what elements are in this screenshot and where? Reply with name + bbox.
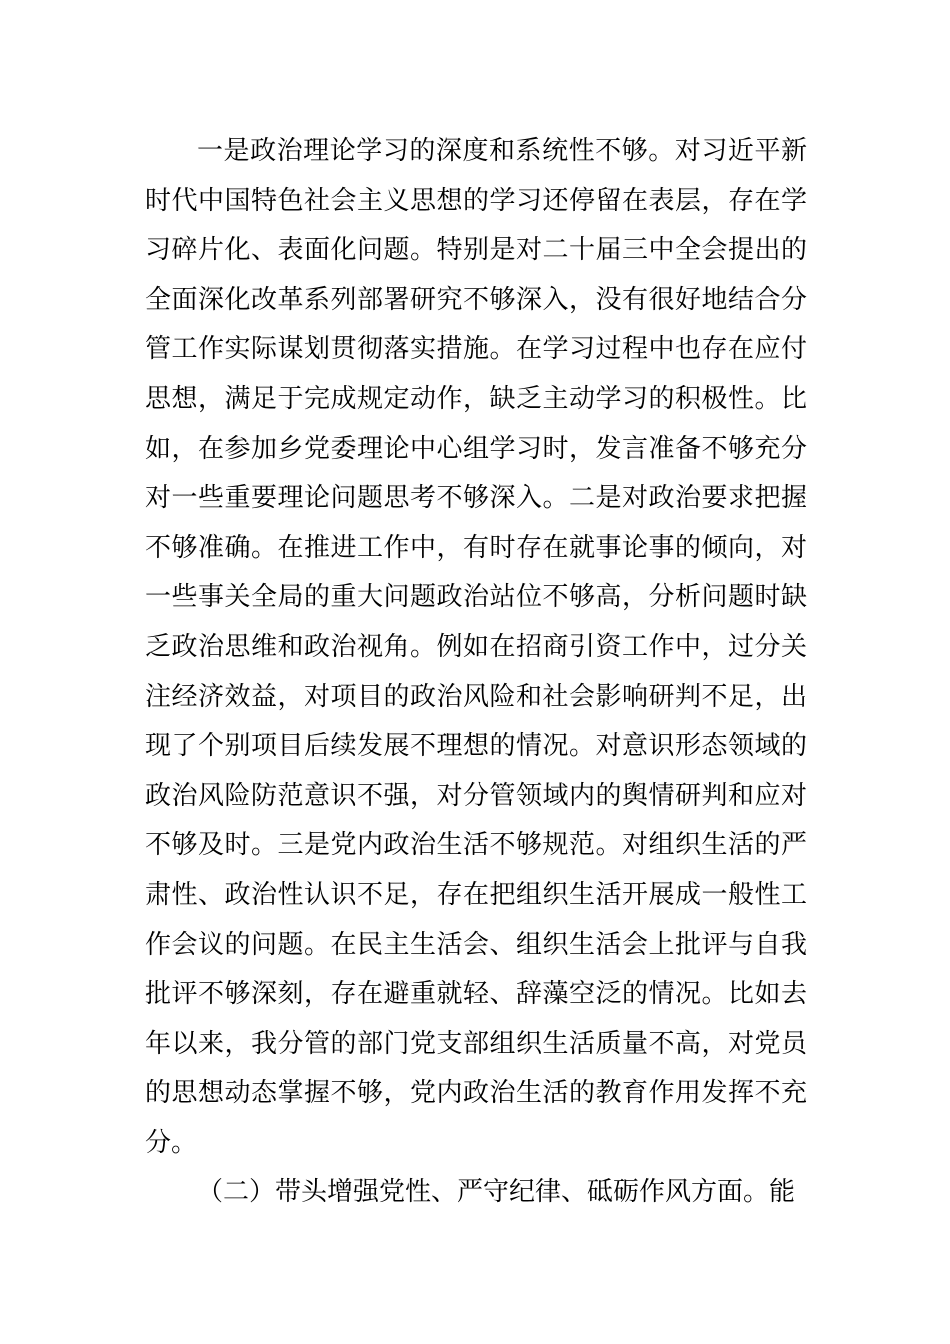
paragraph-political-study: 一是政治理论学习的深度和系统性不够。对习近平新时代中国特色社会主义思想的学习还停留在表层，存在学习碎片化、表面化问题。特别是对二十届三中全会提出的全面深化改革系列部署研究不够深入，没有很好地结合分管工作实际谋划贯彻落实措施。在学习过程中也存在应付思想，满足于完成规定动作，缺乏主动学习的积极性。比如，在参加乡党委理论中心组学习时，发言准备不够充分对一些重要理论问题思考不够深入。二是对政治要求把握不够准确。在推进工作中，有时存在就事论事的倾向，对一些事关全局的重大问题政治站位不够高，分析问题时缺乏政治思维和政治视角。例如在招商引资工作中，过分关注经济效益，对项目的政治风险和社会影响研判不足，出现了个别项目后续发展不理想的情况。对意识形态领域的政治风险防范意识不强，对分管领域内的舆情研判和应对不够及时。三是党内政治生活不够规范。对组织生活的严肃性、政治性认识不足，存在把组织生活开展成一般性工作会议的问题。在民主生活会、组织生活会上批评与自我批评不够深刻，存在避重就轻、辞藻空泛的情况。比如去年以来，我分管的部门党支部组织生活质量不高，对党员的思想动态掌握不够，党内政治生活的教育作用发挥不充分。 [145, 136, 807, 1158]
document-body [145, 127, 807, 1218]
paragraph-section-two-heading: （二）带头增强党性、严守纪律、砥砺作风方面。能 [197, 1177, 796, 1208]
